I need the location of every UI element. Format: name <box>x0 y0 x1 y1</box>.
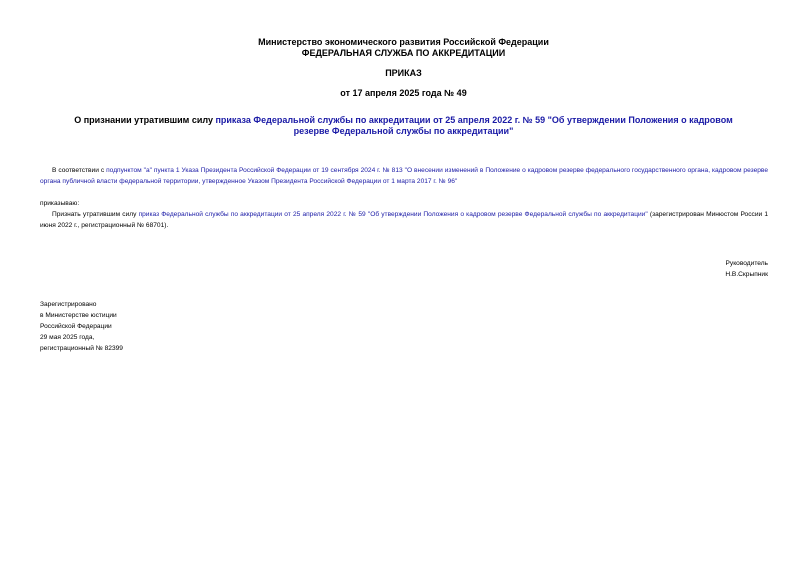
registration-line: Российской Федерации <box>40 323 112 330</box>
paragraph-order-word: приказываю: <box>40 200 80 207</box>
document-subject <box>56 115 751 137</box>
subject-prefix: О признании утратившим силу <box>74 115 216 125</box>
decision-suffix: (зарегистрирован Минюстом России 1 июня 2022 г., регистрационный № 68701). <box>40 211 769 229</box>
registration-block <box>40 299 123 354</box>
basis-link[interactable]: подпунктом "а" пункта 1 Указа Президента Российской Федерации от 19 сентября 2024 г. № 813 "О внесении изменений в Положение о кадровом резерве федерального государственного органа, кадровом резерве органа публичной власти федеральной территории, утвержденное Указом Президента Российской Федерации от 1 марта 2017 г. № 96" <box>40 167 768 185</box>
service-title: ФЕДЕРАЛЬНАЯ СЛУЖБА ПО АККРЕДИТАЦИИ <box>301 48 506 58</box>
registration-number: регистрационный № 82399 <box>40 345 123 352</box>
decision-link[interactable]: приказ Федеральной службы по аккредитации от 25 апреля 2022 г. № 59 "Об утверждении Положения о кадровом резерве Федеральной службы по аккредитации" <box>138 211 648 218</box>
paragraph-basis <box>40 165 768 187</box>
decision-prefix: Признать утратившим силу <box>52 211 139 218</box>
basis-prefix: В соответствии с <box>52 167 107 174</box>
registration-date: 29 мая 2025 года, <box>40 334 95 341</box>
signature-name: Н.В.Скрыпник <box>725 271 768 278</box>
paragraph-decision <box>40 209 768 231</box>
registration-line: Зарегистрировано <box>40 301 97 308</box>
signature-block <box>725 258 768 280</box>
ministry-title: Министерство экономического развития Российской Федерации <box>258 37 549 47</box>
signature-position: Руководитель <box>725 260 768 267</box>
subject-link[interactable]: приказа Федеральной службы по аккредитации от 25 апреля 2022 г. № 59 "Об утверждении Положения о кадровом резерве Федеральной службы по аккредитации" <box>215 115 733 136</box>
registration-line: в Министерстве юстиции <box>40 312 117 319</box>
document-type: ПРИКАЗ <box>385 68 422 78</box>
document-date-number: от 17 апреля 2025 года № 49 <box>340 88 467 98</box>
